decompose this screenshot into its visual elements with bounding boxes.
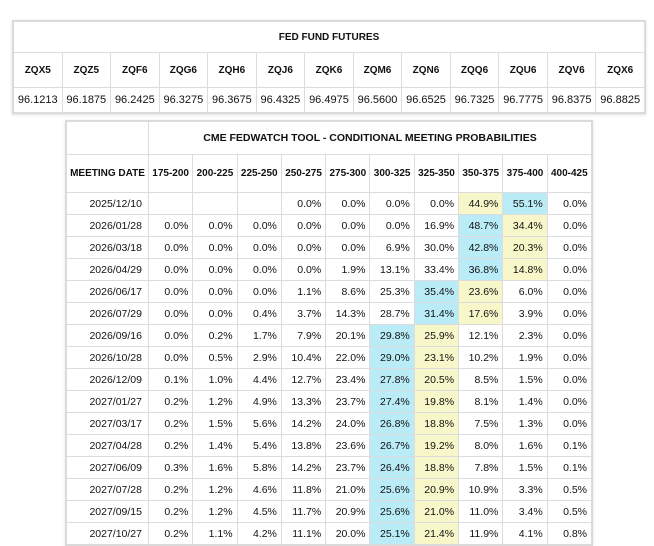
table-row [67, 479, 592, 501]
probability-cell: 0.0% [547, 303, 591, 325]
probability-cell: 0.0% [237, 215, 281, 237]
range-header-350-375: 350-375 [459, 155, 503, 193]
probability-cell: 14.2% [281, 457, 325, 479]
meeting-date-cell: 2026/09/16 [67, 325, 149, 347]
probability-cell: 1.0% [193, 369, 237, 391]
probability-cell: 20.0% [326, 523, 370, 545]
probability-cell: 0.0% [149, 347, 193, 369]
futures-code-zqh6: ZQH6 [208, 53, 257, 88]
futures-price-zqu6: 96.7775 [499, 88, 548, 113]
probability-cell: 14.3% [326, 303, 370, 325]
table-row [67, 347, 592, 369]
meeting-date-cell: 2027/10/27 [67, 523, 149, 545]
range-header-175-200: 175-200 [149, 155, 193, 193]
range-header-300-325: 300-325 [370, 155, 414, 193]
meeting-date-cell: 2027/07/28 [67, 479, 149, 501]
probability-cell: 10.4% [281, 347, 325, 369]
futures-code-zqv6: ZQV6 [547, 53, 596, 88]
range-header-325-350: 325-350 [414, 155, 458, 193]
futures-price-zqk6: 96.4975 [305, 88, 354, 113]
probability-cell: 0.0% [149, 281, 193, 303]
probability-cell: 4.6% [237, 479, 281, 501]
probability-cell: 1.2% [193, 479, 237, 501]
table-row [67, 413, 592, 435]
meeting-date-cell: 2027/04/28 [67, 435, 149, 457]
probability-cell: 23.6% [459, 281, 503, 303]
meeting-date-cell: 2027/03/17 [67, 413, 149, 435]
meeting-date-header: MEETING DATE [67, 155, 149, 193]
probability-cell: 4.5% [237, 501, 281, 523]
probability-cell: 0.0% [193, 237, 237, 259]
probability-cell: 8.0% [459, 435, 503, 457]
probability-cell: 6.9% [370, 237, 414, 259]
probability-cell: 1.3% [503, 413, 547, 435]
probability-cell: 1.5% [503, 369, 547, 391]
probability-cell: 10.9% [459, 479, 503, 501]
probability-cell: 8.5% [459, 369, 503, 391]
probability-cell: 1.6% [193, 457, 237, 479]
probability-cell: 25.9% [414, 325, 458, 347]
meeting-date-cell: 2026/07/29 [67, 303, 149, 325]
probability-cell: 26.4% [370, 457, 414, 479]
probability-cell: 0.0% [281, 215, 325, 237]
probability-cell: 25.6% [370, 501, 414, 523]
probability-cell: 10.2% [459, 347, 503, 369]
table-row [67, 457, 592, 479]
probability-cell: 21.0% [326, 479, 370, 501]
probability-cell: 11.7% [281, 501, 325, 523]
futures-title: FED FUND FUTURES [14, 22, 645, 53]
probability-cell: 0.0% [547, 413, 591, 435]
probability-cell: 20.5% [414, 369, 458, 391]
probability-cell: 1.7% [237, 325, 281, 347]
probability-cell: 0.0% [193, 281, 237, 303]
meeting-date-cell: 2026/06/17 [67, 281, 149, 303]
probability-cell: 0.0% [237, 237, 281, 259]
probability-cell: 55.1% [503, 193, 547, 215]
probability-cell: 0.0% [547, 325, 591, 347]
probability-cell: 4.1% [503, 523, 547, 545]
probability-cell: 1.2% [193, 501, 237, 523]
futures-code-zqx6: ZQX6 [596, 53, 645, 88]
probability-cell: 8.6% [326, 281, 370, 303]
probability-cell: 0.0% [149, 237, 193, 259]
table-row [67, 303, 592, 325]
probability-cell: 27.8% [370, 369, 414, 391]
probability-cell: 0.2% [193, 325, 237, 347]
probability-cell: 20.9% [326, 501, 370, 523]
meeting-date-cell: 2026/01/28 [67, 215, 149, 237]
futures-price-zqg6: 96.3275 [159, 88, 208, 113]
probability-cell: 21.4% [414, 523, 458, 545]
probability-cell: 13.3% [281, 391, 325, 413]
probability-cell: 1.5% [503, 457, 547, 479]
probability-cell: 44.9% [459, 193, 503, 215]
futures-code-zqu6: ZQU6 [499, 53, 548, 88]
meeting-date-cell: 2026/10/28 [67, 347, 149, 369]
probability-cell: 26.7% [370, 435, 414, 457]
probability-cell: 22.0% [326, 347, 370, 369]
probability-cell: 0.2% [149, 523, 193, 545]
probability-cell: 11.8% [281, 479, 325, 501]
probability-cell: 23.7% [326, 457, 370, 479]
probability-cell: 0.0% [547, 391, 591, 413]
probability-cell: 2.9% [237, 347, 281, 369]
table-row [67, 237, 592, 259]
probability-cell: 11.1% [281, 523, 325, 545]
fedwatch-table [66, 121, 592, 545]
futures-code-zqk6: ZQK6 [305, 53, 354, 88]
table-row [67, 391, 592, 413]
fedwatch-body [67, 193, 592, 545]
probability-cell: 1.4% [193, 435, 237, 457]
probability-cell: 1.5% [193, 413, 237, 435]
probability-cell: 0.0% [149, 325, 193, 347]
probability-cell: 7.5% [459, 413, 503, 435]
probability-cell: 0.0% [193, 259, 237, 281]
probability-cell: 28.7% [370, 303, 414, 325]
probability-cell: 0.0% [326, 193, 370, 215]
probability-cell: 26.8% [370, 413, 414, 435]
probability-cell: 0.5% [547, 479, 591, 501]
probability-cell: 1.4% [503, 391, 547, 413]
probability-cell: 0.0% [547, 281, 591, 303]
futures-price-zqx5: 96.1213 [14, 88, 63, 113]
probability-cell: 0.0% [547, 215, 591, 237]
probability-cell: 0.1% [547, 457, 591, 479]
futures-price-zqf6: 96.2425 [111, 88, 160, 113]
futures-table [13, 21, 645, 113]
probability-cell: 0.1% [149, 369, 193, 391]
probability-cell: 3.4% [503, 501, 547, 523]
probability-cell: 2.3% [503, 325, 547, 347]
probability-cell: 11.9% [459, 523, 503, 545]
meeting-date-cell: 2026/12/09 [67, 369, 149, 391]
range-header-200-225: 200-225 [193, 155, 237, 193]
futures-code-row [14, 53, 645, 88]
probability-cell: 13.8% [281, 435, 325, 457]
range-header-375-400: 375-400 [503, 155, 547, 193]
futures-code-zqx5: ZQX5 [14, 53, 63, 88]
table-row [67, 281, 592, 303]
futures-code-zqg6: ZQG6 [159, 53, 208, 88]
probability-cell: 5.4% [237, 435, 281, 457]
futures-price-zqq6: 96.7325 [450, 88, 499, 113]
probability-cell: 0.0% [149, 303, 193, 325]
probability-cell: 14.2% [281, 413, 325, 435]
probability-cell: 20.3% [503, 237, 547, 259]
probability-cell: 23.4% [326, 369, 370, 391]
table-row [67, 501, 592, 523]
probability-cell: 1.9% [503, 347, 547, 369]
probability-cell: 48.7% [459, 215, 503, 237]
probability-cell: 0.0% [547, 193, 591, 215]
futures-price-row [14, 88, 645, 113]
fed-fund-futures-panel [12, 20, 646, 114]
probability-cell: 3.3% [503, 479, 547, 501]
probability-cell: 27.4% [370, 391, 414, 413]
probability-cell: 25.6% [370, 479, 414, 501]
futures-code-zqz5: ZQZ5 [62, 53, 111, 88]
probability-cell: 0.0% [414, 193, 458, 215]
probability-cell: 0.0% [547, 369, 591, 391]
probability-cell: 3.9% [503, 303, 547, 325]
probability-cell: 1.6% [503, 435, 547, 457]
probability-cell: 0.0% [149, 259, 193, 281]
futures-code-zqf6: ZQF6 [111, 53, 160, 88]
table-row [67, 259, 592, 281]
probability-cell: 0.0% [281, 259, 325, 281]
probability-cell: 1.1% [193, 523, 237, 545]
probability-cell: 0.0% [326, 237, 370, 259]
probability-cell: 6.0% [503, 281, 547, 303]
futures-price-zqz5: 96.1875 [62, 88, 111, 113]
futures-price-zqx6: 96.8825 [596, 88, 645, 113]
probability-cell: 33.4% [414, 259, 458, 281]
probability-cell: 7.8% [459, 457, 503, 479]
probability-cell: 29.0% [370, 347, 414, 369]
futures-code-zqn6: ZQN6 [402, 53, 451, 88]
table-row [67, 523, 592, 545]
probability-cell: 0.0% [149, 215, 193, 237]
probability-cell: 7.9% [281, 325, 325, 347]
probability-cell: 0.2% [149, 435, 193, 457]
probability-cell: 4.9% [237, 391, 281, 413]
probability-cell: 18.8% [414, 457, 458, 479]
futures-price-zqj6: 96.4325 [256, 88, 305, 113]
probability-cell: 35.4% [414, 281, 458, 303]
probability-cell: 19.2% [414, 435, 458, 457]
probability-cell: 0.5% [547, 501, 591, 523]
probability-cell [193, 193, 237, 215]
probability-cell: 0.5% [193, 347, 237, 369]
probability-cell: 0.0% [281, 193, 325, 215]
futures-price-zqm6: 96.5600 [353, 88, 402, 113]
probability-cell: 1.1% [281, 281, 325, 303]
futures-price-zqh6: 96.3675 [208, 88, 257, 113]
probability-cell: 0.0% [193, 215, 237, 237]
probability-cell: 17.6% [459, 303, 503, 325]
probability-cell: 42.8% [459, 237, 503, 259]
table-row [67, 369, 592, 391]
range-header-400-425: 400-425 [547, 155, 591, 193]
probability-cell: 12.1% [459, 325, 503, 347]
probability-cell: 31.4% [414, 303, 458, 325]
futures-price-zqv6: 96.8375 [547, 88, 596, 113]
probability-cell: 21.0% [414, 501, 458, 523]
range-header-275-300: 275-300 [326, 155, 370, 193]
probability-cell: 24.0% [326, 413, 370, 435]
table-row [67, 193, 592, 215]
probability-cell: 0.0% [547, 347, 591, 369]
probability-cell: 0.2% [149, 391, 193, 413]
probability-cell: 23.1% [414, 347, 458, 369]
probability-cell: 0.4% [237, 303, 281, 325]
probability-cell: 4.2% [237, 523, 281, 545]
meeting-date-cell: 2027/09/15 [67, 501, 149, 523]
fedwatch-title: CME FEDWATCH TOOL - CONDITIONAL MEETING PROBABILITIES [149, 122, 592, 155]
table-row [67, 215, 592, 237]
probability-cell: 1.2% [193, 391, 237, 413]
probability-cell: 0.3% [149, 457, 193, 479]
probability-cell: 0.0% [193, 303, 237, 325]
meeting-date-cell: 2027/06/09 [67, 457, 149, 479]
probability-cell: 25.3% [370, 281, 414, 303]
probability-cell: 4.4% [237, 369, 281, 391]
probability-cell: 5.8% [237, 457, 281, 479]
probability-cell: 23.7% [326, 391, 370, 413]
meeting-date-cell: 2026/03/18 [67, 237, 149, 259]
probability-cell: 8.1% [459, 391, 503, 413]
probability-cell: 1.9% [326, 259, 370, 281]
fedwatch-header-row [67, 155, 592, 193]
probability-cell: 0.0% [370, 215, 414, 237]
probability-cell: 18.8% [414, 413, 458, 435]
probability-cell: 0.0% [547, 259, 591, 281]
probability-cell: 13.1% [370, 259, 414, 281]
probability-cell: 20.1% [326, 325, 370, 347]
probability-cell: 23.6% [326, 435, 370, 457]
futures-code-zqj6: ZQJ6 [256, 53, 305, 88]
futures-price-zqn6: 96.6525 [402, 88, 451, 113]
corner-cell [67, 122, 149, 155]
probability-cell: 0.2% [149, 501, 193, 523]
probability-cell: 14.8% [503, 259, 547, 281]
table-row [67, 325, 592, 347]
probability-cell: 0.0% [370, 193, 414, 215]
range-header-225-250: 225-250 [237, 155, 281, 193]
probability-cell: 16.9% [414, 215, 458, 237]
probability-cell: 3.7% [281, 303, 325, 325]
probability-cell: 30.0% [414, 237, 458, 259]
probability-cell: 0.0% [547, 237, 591, 259]
fedwatch-panel [65, 120, 593, 546]
probability-cell: 5.6% [237, 413, 281, 435]
probability-cell: 12.7% [281, 369, 325, 391]
probability-cell: 0.0% [281, 237, 325, 259]
probability-cell [149, 193, 193, 215]
probability-cell: 0.2% [149, 413, 193, 435]
probability-cell: 0.0% [237, 259, 281, 281]
probability-cell: 25.1% [370, 523, 414, 545]
probability-cell: 20.9% [414, 479, 458, 501]
probability-cell: 11.0% [459, 501, 503, 523]
probability-cell: 0.2% [149, 479, 193, 501]
table-row [67, 435, 592, 457]
meeting-date-cell: 2025/12/10 [67, 193, 149, 215]
probability-cell: 34.4% [503, 215, 547, 237]
probability-cell: 36.8% [459, 259, 503, 281]
futures-code-zqq6: ZQQ6 [450, 53, 499, 88]
futures-code-zqm6: ZQM6 [353, 53, 402, 88]
probability-cell: 0.0% [326, 215, 370, 237]
probability-cell: 0.8% [547, 523, 591, 545]
probability-cell: 0.1% [547, 435, 591, 457]
meeting-date-cell: 2026/04/29 [67, 259, 149, 281]
range-header-250-275: 250-275 [281, 155, 325, 193]
probability-cell [237, 193, 281, 215]
meeting-date-cell: 2027/01/27 [67, 391, 149, 413]
probability-cell: 29.8% [370, 325, 414, 347]
probability-cell: 19.8% [414, 391, 458, 413]
probability-cell: 0.0% [237, 281, 281, 303]
